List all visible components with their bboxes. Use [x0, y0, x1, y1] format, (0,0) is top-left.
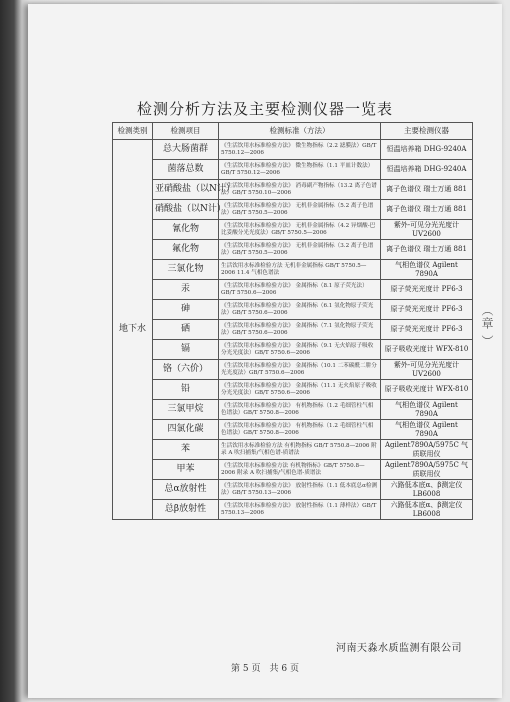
item-cell: 硒 — [153, 320, 219, 340]
standard-cell: 《生活饮用水标准检验方法 有机物指标》GB/T 5750.8—2006 附录 A 吹扫捕集/气相色谱-质谱法 — [219, 460, 381, 480]
instrument-cell: Agilent7890A/5975C 气质联用仪 — [381, 460, 473, 480]
edge-stamp-text: （章 ） — [480, 304, 494, 348]
item-cell: 砷 — [153, 300, 219, 320]
table-row — [113, 460, 473, 480]
instrument-cell: 紫外-可见分光光度计 UV2600 — [381, 360, 473, 380]
table-row — [113, 480, 473, 500]
table-row — [113, 200, 473, 220]
item-cell: 氟化物 — [153, 240, 219, 260]
table-row — [113, 500, 473, 520]
document-page — [28, 4, 502, 698]
standard-cell: 生活饮用水标准检验方法 无机非金属指标 GB/T 5750.5—2006 11.4 气相色谱法 — [219, 260, 381, 280]
item-cell: 苯 — [153, 440, 219, 460]
standard-cell: 《生活饮用水标准检验方法》 金属指标（10.1 二苯碳酰二肼分光光度法）GB/T 5750.6—2006 — [219, 360, 381, 380]
item-cell: 铬（六价） — [153, 360, 219, 380]
item-cell: 四氯化碳 — [153, 420, 219, 440]
methods-table — [112, 122, 473, 520]
item-cell: 硝酸盐（以N计） — [153, 200, 219, 220]
header-standard: 检测标准（方法） — [219, 123, 381, 140]
table-row — [113, 220, 473, 240]
instrument-cell: 原子荧光光度计 PF6-3 — [381, 300, 473, 320]
standard-cell: 《生活饮用水标准检验方法》 消毒副产物指标（13.2 离子色谱法）GB/T 5750.10—2006 — [219, 180, 381, 200]
item-cell: 总β放射性 — [153, 500, 219, 520]
standard-cell: 生活饮用水标准检验方法 有机物指标 GB/T 5750.8—2006 附录 A 吹扫捕集/气相色谱-质谱法 — [219, 440, 381, 460]
standard-cell: 《生活饮用水标准检验方法》 放射性指标（1.1 薄样法）GB/T 5750.13—2006 — [219, 500, 381, 520]
standard-cell: 《生活饮用水标准检验方法》 微生物指标（1.1 平皿计数法）GB/T 5750.12—2006 — [219, 160, 381, 180]
table-body — [113, 140, 473, 520]
table-row — [113, 300, 473, 320]
standard-cell: 《生活饮用水标准检验方法》 金属指标（6.1 氢化物原子荧光法）GB/T 5750.6—2006 — [219, 300, 381, 320]
instrument-cell: 原子荧光光度计 PF6-3 — [381, 320, 473, 340]
standard-cell: 《生活饮用水标准检验方法》 放射性指标（1.1 低本底总α检测法）GB/T 5750.13—2006 — [219, 480, 381, 500]
instrument-cell: 离子色谱仪 瑞士万通 881 — [381, 200, 473, 220]
instrument-cell: 六路低本底α、β测定仪 LB6008 — [381, 480, 473, 500]
organization-name: 河南天淼水质监测有限公司 — [336, 643, 462, 654]
header-category: 检测类别 — [113, 123, 153, 140]
table-row — [113, 140, 473, 160]
table-row — [113, 280, 473, 300]
table-row — [113, 260, 473, 280]
standard-cell: 《生活饮用水标准检验方法》 微生物指标（2.2 滤膜法）GB/T 5750.12—2006 — [219, 140, 381, 160]
standard-cell: 《生活饮用水标准检验方法》 有机物指标（1.2 毛细管柱气相色谱法）GB/T 5750.8—2006 — [219, 420, 381, 440]
instrument-cell: 原子吸收光度计 WFX-810 — [381, 340, 473, 360]
standard-cell: 《生活饮用水标准检验方法》 金属指标（7.1 氢化物原子荧光法）GB/T 5750.6—2006 — [219, 320, 381, 340]
instrument-cell: 气相色谱仪 Agilent 7890A — [381, 260, 473, 280]
item-cell: 镉 — [153, 340, 219, 360]
instrument-cell: 恒温培养箱 DHG-9240A — [381, 160, 473, 180]
item-cell: 甲苯 — [153, 460, 219, 480]
table-row — [113, 400, 473, 420]
item-cell: 总大肠菌群 — [153, 140, 219, 160]
table-row — [113, 420, 473, 440]
table-row — [113, 240, 473, 260]
instrument-cell: 紫外-可见分光光度计 UV2600 — [381, 220, 473, 240]
item-cell: 菌落总数 — [153, 160, 219, 180]
table-header-row — [113, 123, 473, 140]
instrument-cell: 六路低本底α、β测定仪 LB6008 — [381, 500, 473, 520]
item-cell: 总α放射性 — [153, 480, 219, 500]
item-cell: 氰化物 — [153, 220, 219, 240]
category-cell: 地下水 — [113, 140, 153, 520]
standard-cell: 《生活饮用水标准检验方法》 无机非金属指标（5.2 离子色谱法）GB/T 5750.5—2006 — [219, 200, 381, 220]
instrument-cell: 原子荧光光度计 PF6-3 — [381, 280, 473, 300]
instrument-cell: 气相色谱仪 Agilent 7890A — [381, 400, 473, 420]
instrument-cell: 离子色谱仪 瑞士万通 881 — [381, 180, 473, 200]
table-row — [113, 160, 473, 180]
header-instrument: 主要检测仪器 — [381, 123, 473, 140]
table-row — [113, 440, 473, 460]
standard-cell: 《生活饮用水标准检验方法》 金属指标（8.1 原子荧光法）GB/T 5750.6—2006 — [219, 280, 381, 300]
page-number: 第 5 页 共 6 页 — [231, 664, 299, 674]
item-cell: 铅 — [153, 380, 219, 400]
instrument-cell: 恒温培养箱 DHG-9240A — [381, 140, 473, 160]
table-row — [113, 380, 473, 400]
header-item: 检测项目 — [153, 123, 219, 140]
item-cell: 汞 — [153, 280, 219, 300]
instrument-cell: Agilent7890A/5975C 气质联用仪 — [381, 440, 473, 460]
standard-cell: 《生活饮用水标准检验方法》 金属指标（9.1 无火焰原子吸收分光光度法）GB/T 5750.6—2006 — [219, 340, 381, 360]
table-row — [113, 360, 473, 380]
instrument-cell: 原子吸收光度计 WFX-810 — [381, 380, 473, 400]
item-cell: 亚硝酸盐（以N计） — [153, 180, 219, 200]
standard-cell: 《生活饮用水标准检验方法》 无机非金属指标（3.2 离子色谱法）GB/T 5750.5—2006 — [219, 240, 381, 260]
table-row — [113, 320, 473, 340]
item-cell: 三氯化物 — [153, 260, 219, 280]
standard-cell: 《生活饮用水标准检验方法》 有机物指标（1.2 毛细管柱气相色谱法）GB/T 5750.8—2006 — [219, 400, 381, 420]
instrument-cell: 离子色谱仪 瑞士万通 881 — [381, 240, 473, 260]
standard-cell: 《生活饮用水标准检验方法》 金属指标（11.1 无火焰原子吸收分光光度法）GB/T 5750.6—2006 — [219, 380, 381, 400]
instrument-cell: 气相色谱仪 Agilent 7890A — [381, 420, 473, 440]
item-cell: 三氯甲烷 — [153, 400, 219, 420]
standard-cell: 《生活饮用水标准检验方法》 无机非金属指标（4.2 异烟酸-巴比妥酸分光光度法）GB/T 5750.5—2006 — [219, 220, 381, 240]
page-title: 检测分析方法及主要检测仪器一览表 — [136, 100, 393, 118]
table-row — [113, 340, 473, 360]
table-row — [113, 180, 473, 200]
